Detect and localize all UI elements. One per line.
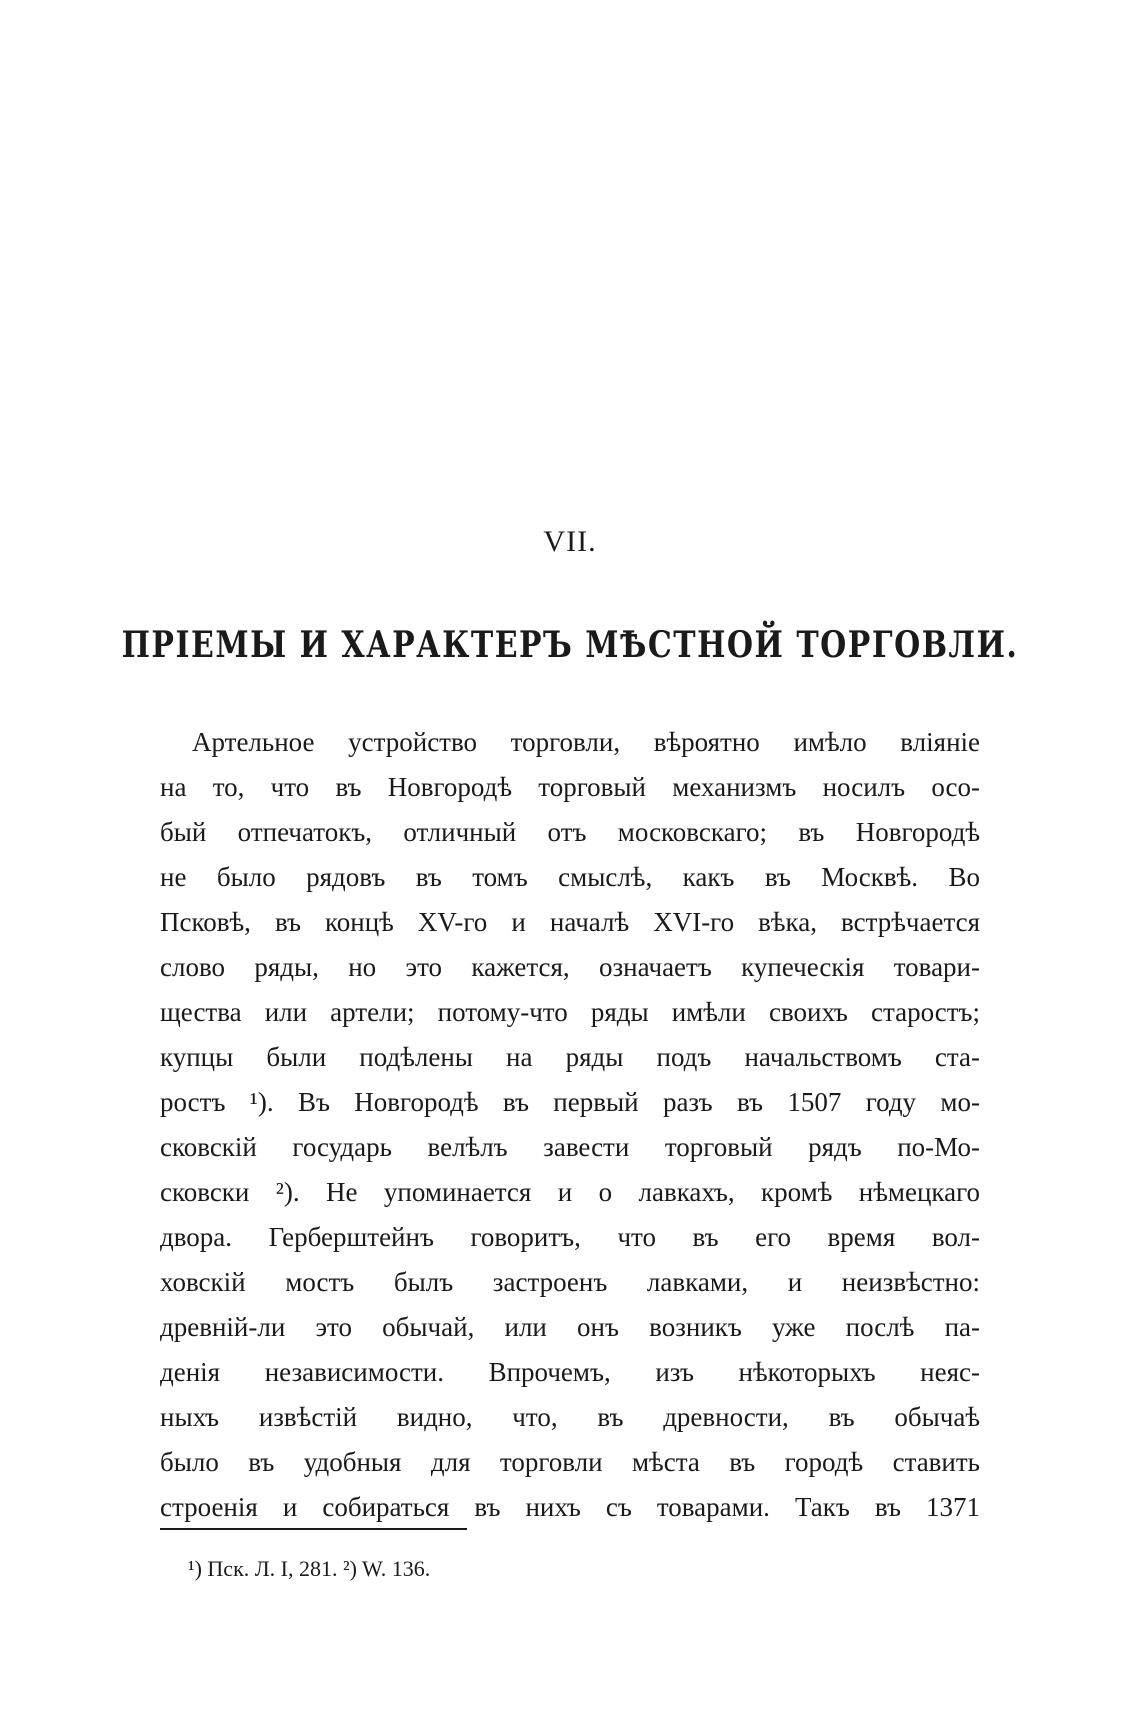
text-line: сковскій государь велѣлъ завести торговый рядъ по-Мо- [160, 1132, 980, 1162]
body-paragraph [160, 720, 980, 1530]
text-line: двора. Герберштейнъ говоритъ, что въ его время вол- [160, 1222, 980, 1252]
text-line: древній-ли это обычай, или онъ возникъ уже послѣ па- [160, 1312, 980, 1342]
text-line: ховскій мостъ былъ застроенъ лавками, и неизвѣстно: [160, 1267, 980, 1297]
text-line: Артельное устройство торговли, вѣроятно имѣло вліяніе [192, 727, 980, 757]
text-line: денія независимости. Впрочемъ, изъ нѣкоторыхъ неяс- [160, 1357, 980, 1387]
text-line: сковски ²). Не упоминается и о лавкахъ, кромѣ нѣмецкаго [160, 1177, 980, 1207]
text-line: бый отпечатокъ, отличный отъ московскаго; въ Новгородѣ [160, 817, 980, 847]
footnote-divider [160, 1528, 467, 1530]
text-line: на то, что въ Новгородѣ торговый механизмъ носилъ осо- [160, 772, 980, 802]
text-line: строенія и собираться въ нихъ съ товарами. Такъ въ 1371 [160, 1492, 980, 1522]
text-line: купцы были подѣлены на ряды подъ начальствомъ ста- [160, 1042, 980, 1072]
text-line: не было рядовъ въ томъ смыслѣ, какъ въ Москвѣ. Во [160, 862, 980, 892]
footnotes: ¹) Пск. Л. I, 281. ²) W. 136. [188, 1556, 431, 1581]
text-line: ростъ ¹). Въ Новгородѣ въ первый разъ въ 1507 году мо- [160, 1087, 980, 1117]
text-line: Псковѣ, въ концѣ XV-го и началѣ XVI-го вѣка, встрѣчается [160, 907, 980, 937]
text-line: было въ удобныя для торговли мѣста въ городѣ ставить [160, 1447, 980, 1477]
chapter-title: ПРІЕМЫ И ХАРАКТЕРЪ МѢСТНОЙ ТОРГОВЛИ. [121, 624, 1019, 667]
chapter-number: VII. [543, 525, 597, 558]
text-line: щества или артели; потому-что ряды имѣли своихъ старостъ; [160, 997, 980, 1027]
text-line: слово ряды, но это кажется, означаетъ купеческія товари- [160, 952, 980, 982]
text-line: ныхъ извѣстій видно, что, въ древности, въ обычаѣ [160, 1402, 980, 1432]
